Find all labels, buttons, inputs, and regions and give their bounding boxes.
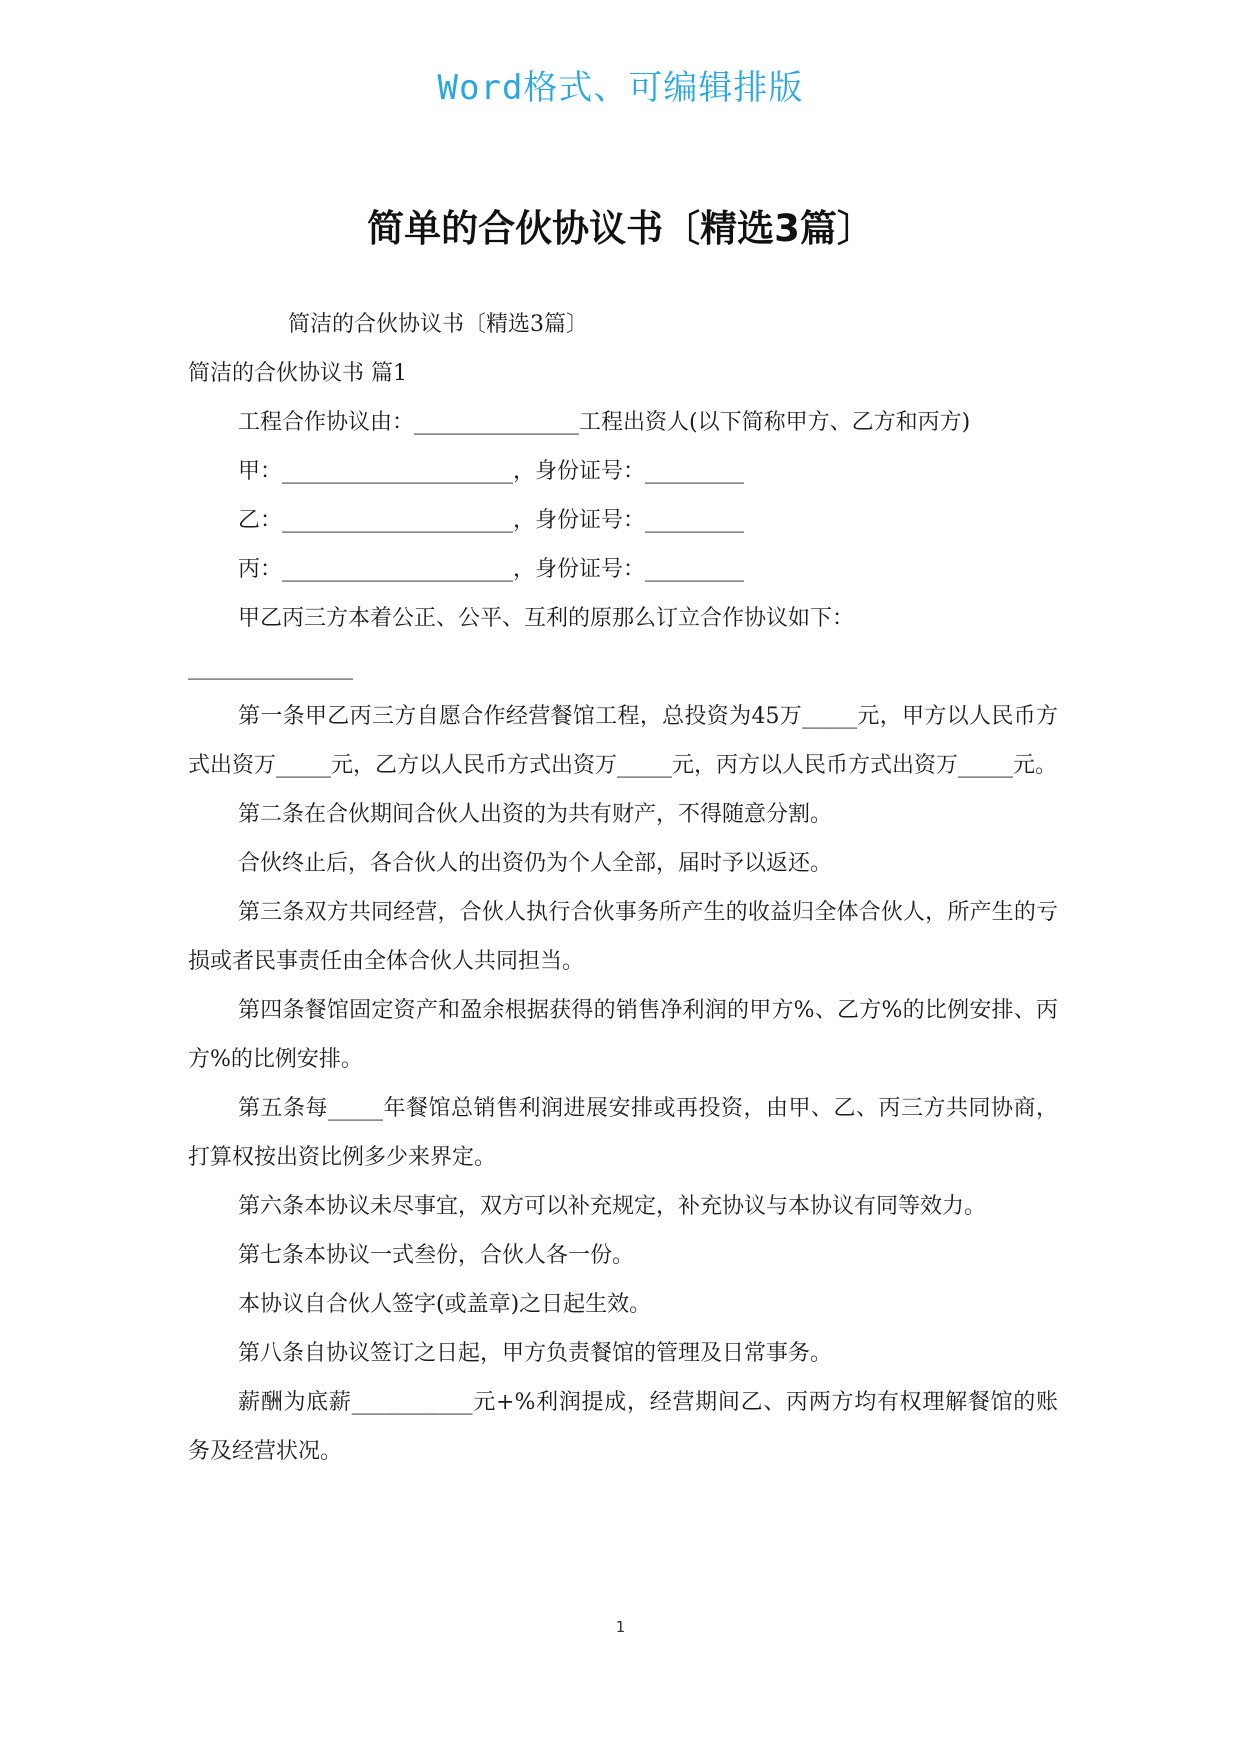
party-a-line: 甲：_____________________，身份证号：_________ [238, 459, 745, 484]
article-7: 第七条本协议一式叁份，合伙人各一份。 [238, 1243, 635, 1268]
paragraph-project-agreement: 工程合作协议由：_______________工程出资人(以下简称甲方、乙方和丙方) [238, 410, 971, 435]
page-number: 1 [615, 1618, 626, 1636]
article-2: 第二条在合伙期间合伙人出资的为共有财产，不得随意分割。 [238, 802, 833, 827]
article-2-continued: 合伙终止后，各合伙人的出资仍为个人全部，届时予以返还。 [238, 851, 833, 876]
section-heading: 简洁的合伙协议书 篇1 [188, 361, 407, 386]
article-1: 第一条甲乙丙三方自愿合作经营餐馆工程，总投资为45万_____元，甲方以人民币方式出资万_____元，乙方以人民币方式出资万_____元，丙方以人民币方式出资万_____元。 [188, 704, 1058, 778]
article-4: 第四条餐馆固定资产和盈余根据获得的销售净利润的甲方%、乙方%的比例安排、丙方%的比例安排。 [188, 998, 1058, 1072]
article-3: 第三条双方共同经营，合伙人执行合伙事务所产生的收益归全体合伙人，所产生的亏损或者民事责任由全体合伙人共同担当。 [188, 900, 1058, 974]
article-5: 第五条每_____年餐馆总销售利润进展安排或再投资，由甲、乙、丙三方共同协商，打算权按出资比例多少来界定。 [188, 1096, 1058, 1170]
article-7-continued: 本协议自合伙人签字(或盖章)之日起生效。 [238, 1292, 652, 1317]
document-subtitle: 简洁的合伙协议书〔精选3篇〕 [288, 312, 588, 337]
article-8-continued: 薪酬为底薪___________元+%利润提成，经营期间乙、丙两方均有权理解餐馆的账务及经营状况。 [188, 1390, 1058, 1464]
party-b-line: 乙：_____________________，身份证号：_________ [238, 508, 745, 533]
party-c-line: 丙：_____________________，身份证号：_________ [238, 557, 745, 582]
article-8: 第八条自协议签订之日起，甲方负责餐馆的管理及日常事务。 [238, 1341, 833, 1366]
article-6: 第六条本协议未尽事宜，双方可以补充规定，补充协议与本协议有同等效力。 [238, 1194, 987, 1219]
blank-line: _______________ [188, 655, 353, 680]
document-body [188, 300, 1058, 1476]
header-banner: Word格式、可编辑排版 [437, 68, 804, 108]
document-title: 简单的合伙协议书〔精选3篇〕 [367, 207, 874, 250]
paragraph-principles: 甲乙丙三方本着公正、公平、互利的原那么订立合作协议如下： [238, 606, 855, 631]
